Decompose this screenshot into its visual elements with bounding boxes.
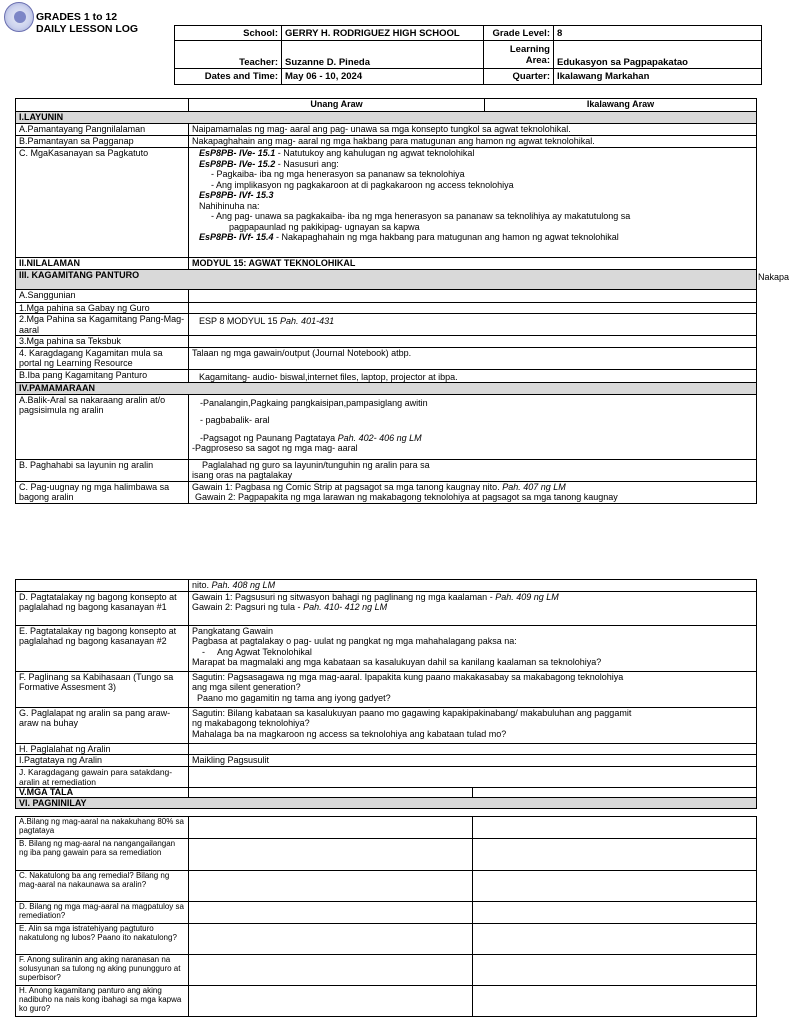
ref-d-day2 [473,902,757,924]
deped-logo [4,2,138,35]
ref-d-day1 [189,902,473,924]
ref-f-day2 [473,955,757,986]
g-2: ng makabagong teknolohiya? [192,718,310,728]
deped-seal-icon [4,2,34,32]
pagtataya-value: Maikling Pagsusulit [189,755,757,767]
lesson-log-table-page1 [15,98,757,504]
lesson-log-table-page2 [15,579,757,809]
row-label-paghahabi: B. Paghahabi sa layunin ng aralin [16,459,189,481]
sanggunian-value [189,289,757,302]
k3-code: EsP8PB- IVf- 15.3 [199,190,274,200]
continuation-text [189,580,757,592]
row-label-teksbuk: 3.Mga pahina sa Teksbuk [16,336,189,348]
balik-aral-1: -Panalangin,Pagkaing pangkaisipan,pampasiglang awitin [200,397,428,408]
paglalapat-content [189,707,757,743]
gawain-1-pahina: Pah. 407 ng LM [502,481,566,492]
kagamitang-modyul: ESP 8 MODYUL 15 [199,316,281,326]
overflow-text: Nakapa [758,272,789,282]
karagdagang-gawain-value [189,766,757,787]
section-pagninilay: VI. PAGNINILAY [16,797,757,809]
row-label-sanggunian: A.Sanggunian [16,289,189,302]
school-label: School: [175,26,282,41]
row-label-pamantayan-pagganap: B.Pamantayan sa Pagganap [16,136,189,148]
grade-value: 8 [554,26,762,41]
row-label-paglalahat: H. Paglalahat ng Aralin [16,743,189,755]
balik-aral-4: -Pagproseso sa sagot ng mga mag- aaral [192,443,358,453]
kasanayan-item-2 [199,159,753,170]
ref-h-day2 [473,986,757,1017]
mga-tala-day2 [473,787,757,797]
pamantayan-pagganap-value: Nakapaghahain ang mag- aaral ng mga hakbang para matugunan ang hamon ng agwat teknolohikal. [189,136,757,148]
paghahabi-content [189,459,757,481]
kasanayan-item-1 [199,148,753,159]
f-1: Sagutin: Pagsasagawa ng mga mag-aaral. Ipapakita kung paano makakasabay sa makabagong teknolohiya [192,671,624,682]
ref-a-day1 [189,817,473,839]
section-layunin: I.LAYUNIN [16,112,757,124]
d-2-text: Gawain 2: Pagsuri ng tula - [192,602,304,612]
row-label-pag-uugnay: C. Pag-uugnay ng mga halimbawa sa bagong aralin [16,481,189,503]
row-label-kasanayan: C. MgaKasanayan sa Pagkatuto [16,148,189,258]
gawain-1 [192,482,753,493]
row-label-pagtatalakay-1: D. Pagtatalakay ng bagong konsepto at paglalahad ng bagong kasanayan #1 [16,591,189,625]
section-pamamaraan: IV.PAMAMARAAN [16,383,757,395]
learning-area-value: Edukasyon sa Pagpapakatao [554,41,762,69]
ref-a-label: A.Bilang ng mag-aaral na nakakuhang 80% sa pagtataya [16,817,189,839]
pagtatalakay-2-content [189,625,757,671]
header-info-table [174,25,762,85]
f-3: Paano mo gagamitin ng tama ang iyong gadyet? [192,692,391,703]
row-label-paglalapat: G. Paglalapat ng aralin sa pang araw-araw na buhay [16,707,189,743]
nilalaman-value: MODYUL 15: AGWAT TEKNOLOHIKAL [189,258,757,270]
d-2-pahina: Pah. 410- 412 ng LM [303,602,388,612]
teksbuk-value [189,336,757,348]
pagtatalakay-1-content [189,591,757,625]
ref-b-label: B. Bilang ng mag-aaral na nangangailangan ng iba pang gawain para sa remediation [16,839,189,871]
ref-a-day2 [473,817,757,839]
ref-f-label: F. Anong suliranin ang aking naranasan na solusyunan sa tulong ng aking punungguro at superbisor? [16,955,189,986]
k2-code: EsP8PB- IVe- 15.2 [199,158,276,169]
e-3: - Ang Agwat Teknolohikal [202,646,312,657]
school-value: GERRY H. RODRIGUEZ HIGH SCHOOL [282,26,484,41]
balik-aral-3-pahina: Pah. 402- 406 ng LM [337,432,422,443]
blank-cont-label [16,580,189,592]
dates-value: May 06 - 10, 2024 [282,69,484,85]
k4-text: - Nakapaghahain ng mga hakbang para matugunan ang hamon ng agwat teknolohikal [273,232,619,242]
kagamitang-pahina: Pah. 401-431 [280,316,335,326]
continuation-a: nito. [192,580,212,590]
teacher-value: Suzanne D. Pineda [282,41,484,69]
col-header-day2: Ikalawang Araw [485,99,757,112]
gabay-value [189,302,757,314]
balik-aral-3 [192,426,753,444]
ref-f-day1 [189,955,473,986]
log-title [36,11,138,35]
log-title-line2: DAILY LESSON LOG [36,23,139,35]
pamantayang-pangnilalaman-value: Naipamamalas ng mag- aaral ang pag- unawa sa mga konsepto tungkol sa agwat teknolohikal. [189,124,757,136]
f-2: ang mga silent generation? [192,682,301,692]
row-label-pagtataya: I.Pagtataya ng Aralin [16,755,189,767]
paglinang-content [189,671,757,707]
paghahabi-2: isang oras na pagtalakay [192,470,293,480]
kasanayan-item-4 [199,232,753,243]
ref-h-label: H. Anong kagamitang panturo ang aking nadibuho na nais kong ibahagi sa mga kapwa ko guro? [16,986,189,1017]
log-title-line1: GRADES 1 to 12 [36,11,118,23]
continuation-pahina: Pah. 408 ng LM [211,580,276,590]
ref-c-label: C. Nakatulong ba ang remedial? Bilang ng mag-aaral na nakaunawa sa aralin? [16,871,189,902]
row-label-kagamitang-mag-aaral: 2.Mga Pahina sa Kagamitang Pang-Mag-aaral [16,314,189,336]
mga-tala-day1 [189,787,473,797]
ref-d-label: D. Bilang ng mga mag-aaral na magpatuloy sa remediation? [16,902,189,924]
k1-code: EsP8PB- IVe- 15.1 [199,148,276,158]
balik-aral-2: - pagbabalik- aral [200,415,270,425]
g-3: Mahalaga ba na magkaroon ng access sa teknolohiya ang kabataan tulad mo? [192,728,507,739]
kasanayan-content [189,148,757,258]
pagtatalakay-1-gawain-2 [192,602,753,613]
row-label-karagdagang-kagamitan: 4. Karagdagang Kagamitan mula sa portal ng Learning Resource [16,347,189,369]
paglalahat-value [189,743,757,755]
e-2: Pagbasa at pagtalakay o pag- uulat ng pangkat ng mga mahahalagang paksa na: [192,636,517,646]
learning-area-label-2: Area: [525,54,550,66]
k2-text: - Nasusuri ang: [275,158,339,169]
row-label-balik-aral: A.Balik-Aral sa nakaraang aralin at/o pagsisimula ng aralin [16,394,189,459]
section-kagamitang-panturo: III. KAGAMITANG PANTURO [16,269,757,289]
d-1-text: Gawain 1: Pagsusuri ng sitwasyon bahagi ng paglinang ng mga kaalaman - [192,591,496,602]
balik-aral-3-text: -Pagsagot ng Paunang Pagtataya [200,432,338,443]
row-label-karagdagang-gawain: J. Karagdagang gawain para satakdang-aralin at remediation [16,766,189,787]
iba-pang-kagamitan-value: Kagamitang- audio- biswal,internet files, laptop, projector at ibpa. [189,369,757,383]
pag-uugnay-content [189,481,757,503]
learning-area-label [484,41,554,69]
k2-b: - Ang implikasyon ng pagkakaroon at di pagkakaroon ng access teknolohiya [211,179,514,190]
k4-code: EsP8PB- IVf- 15.4 [199,232,274,242]
blank-col-header [16,99,189,112]
col-header-day1: Unang Araw [189,99,485,112]
e-1: Pangkatang Gawain [192,625,274,636]
k3-a: - Ang pag- unawa sa pagkakaiba- iba ng mga henerasyon sa pananaw sa teknolihiya ay makatutulong sa [211,211,631,221]
dates-label: Dates and Time: [175,69,282,85]
ref-e-day2 [473,924,757,955]
row-label-nilalaman: II.NILALAMAN [16,258,189,270]
ref-e-label: E. Alin sa mga istratehiyang pagtuturo nakatulong ng lubos? Paano ito nakatulong? [16,924,189,955]
k3-text: Nahihinuha na: [199,200,260,211]
k3-b: pagpapaunlad ng pakikipag- ugnayan sa kapwa [229,221,420,232]
ref-e-day1 [189,924,473,955]
kagamitang-mag-aaral-value [189,314,757,336]
row-label-paglinang: F. Paglinang sa Kabihasaan (Tungo sa Formative Assesment 3) [16,671,189,707]
balik-aral-content [189,394,757,459]
row-label-pagtatalakay-2: E. Pagtatalakay ng bagong konsepto at paglalahad ng bagong kasanayan #2 [16,625,189,671]
gawain-1-text: Gawain 1: Pagbasa ng Comic Strip at pagsagot sa mga tanong kaugnay nito. [192,481,503,492]
row-label-iba-pang-kagamitan: B.Iba pang Kagamitang Panturo [16,369,189,383]
e-4: Marapat ba magmalaki ang mga kabataan sa kasalukuyan dahil sa kanilang kaalaman sa teknolohiya? [192,657,602,667]
ref-b-day2 [473,839,757,871]
learning-area-label-1: Learning [509,43,550,55]
k2-a: - Pagkaiba- iba ng mga henerasyon sa pananaw sa teknolohiya [211,169,465,179]
ref-b-day1 [189,839,473,871]
gawain-2: Gawain 2: Pagpapakita ng mga larawan ng makabagong teknolohiya at pagsagot sa mga tanong kaugnay [195,492,618,502]
k1-text: - Natutukoy ang kahulugan ng agwat teknolohikal [275,148,475,158]
paghahabi-1: Paglalahad ng guro sa layunin/tunguhin ng aralin para sa [202,459,430,470]
g-1: Sagutin: Bilang kabataan sa kasalukuyan paano mo gagawing kapakipakinabang/ makabuluhan ang paggamit [192,707,632,718]
d-1-pahina: Pah. 409 ng LM [495,591,559,602]
karagdagang-kagamitan-value: Talaan ng mga gawain/output (Journal Notebook) atbp. [189,347,757,369]
ref-h-day1 [189,986,473,1017]
grade-label: Grade Level: [484,26,554,41]
quarter-label: Quarter: [484,69,554,85]
teacher-label: Teacher: [175,41,282,69]
reflection-table [15,816,757,1017]
row-label-pamantayang-pangnilalaman: A.Pamantayang Pangnilalaman [16,124,189,136]
pagtatalakay-1-gawain-1 [192,592,753,603]
ref-c-day1 [189,871,473,902]
section-mga-tala: V.MGA TALA [16,787,189,797]
row-label-gabay: 1.Mga pahina sa Gabay ng Guro [16,302,189,314]
ref-c-day2 [473,871,757,902]
quarter-value: Ikalawang Markahan [554,69,762,85]
